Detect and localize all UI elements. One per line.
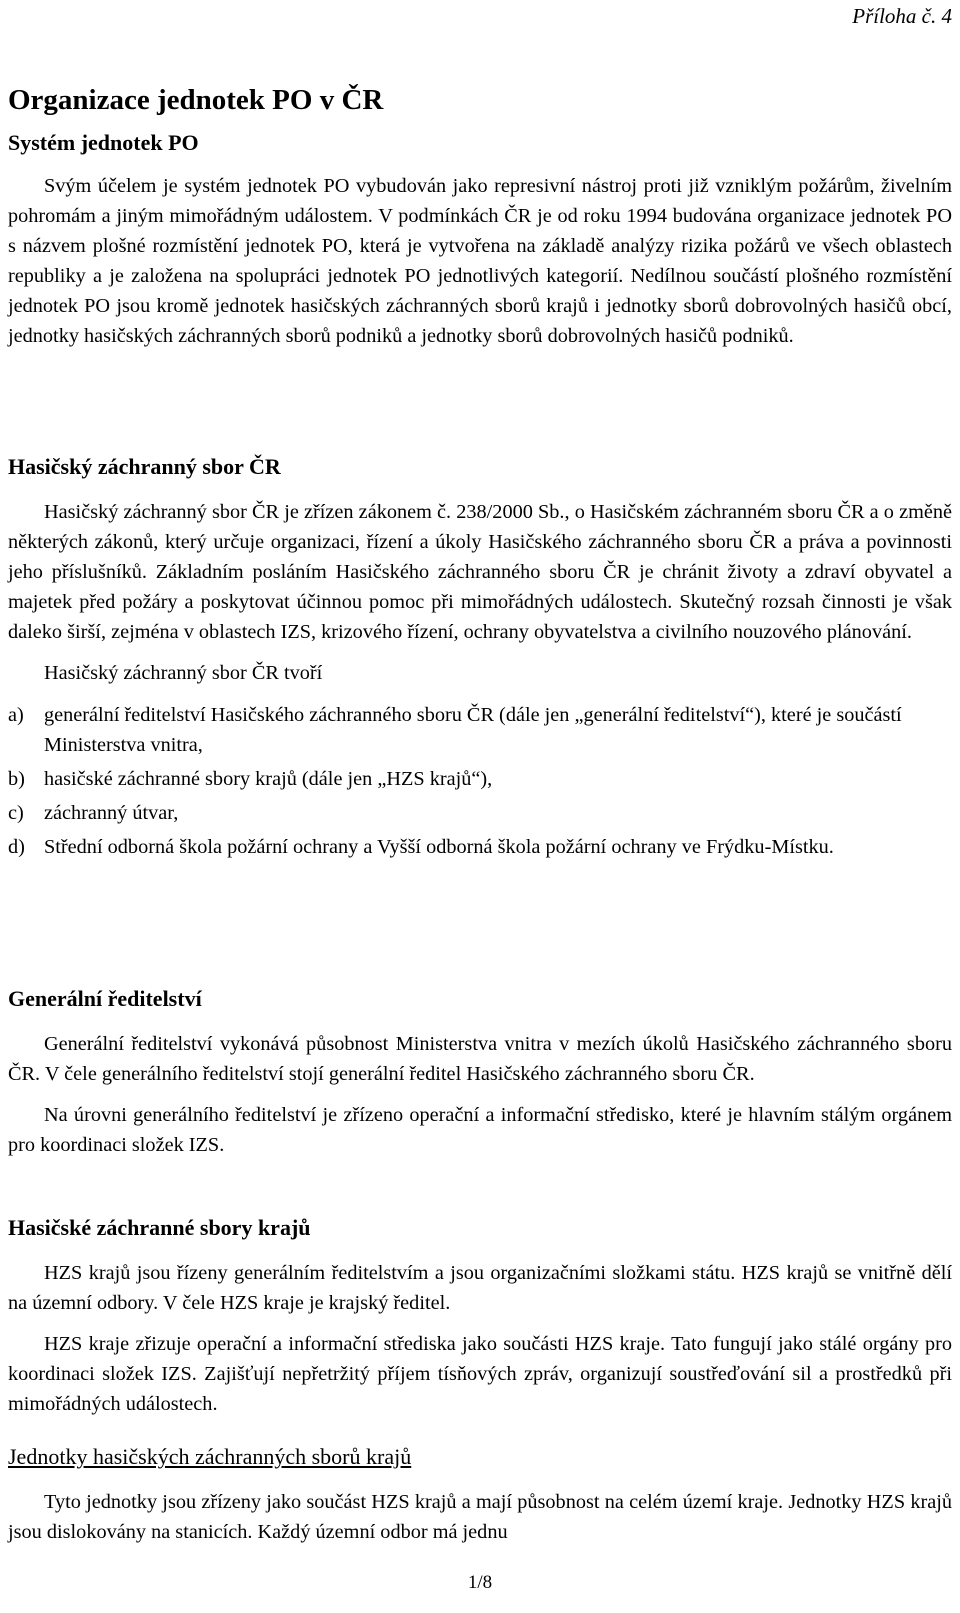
- section-system: [8, 128, 952, 351]
- paragraph-hzs-kraju-1: HZS krajů jsou řízeny generálním ředitelstvím a jsou organizačními složkami státu. HZS krajů se vnitřně dělí na územní odbory. V čele HZS kraje je krajský ředitel.: [8, 1262, 952, 1314]
- paragraph-gr-2: Na úrovni generálního ředitelství je zřízeno operační a informační středisko, které je hlavním stálým orgánem pro koordinaci složek IZS.: [8, 1104, 952, 1156]
- list-marker: d): [8, 836, 25, 858]
- paragraph-hzs-1: Hasičský záchranný sbor ČR je zřízen zákonem č. 238/2000 Sb., o Hasičském záchranném sboru ČR a o změně některých zákonů, který určuje organizaci, řízení a úkoly Hasičského záchranného sboru ČR a práva a povinnosti jeho příslušníků. Základním posláním Hasičského záchranného sboru ČR je chránit životy a zdraví obyvatel a majetek před požáry a poskytovat účinnou pomoc při mimořádných událostech. Skutečný rozsah činnosti je však daleko širší, zejména v oblastech IZS, krizového řízení, ochrany obyvatelstva a civilního nouzového plánování.: [8, 501, 952, 643]
- list-item: [8, 764, 952, 794]
- document-page: [8, 0, 952, 1613]
- paragraph-hzs-kraju-2: HZS kraje zřizuje operační a informační střediska jako součásti HZS kraje. Tato fungují jako stálé orgány pro koordinaci složek IZS. Zajišťují nepřetržitý příjem tísňových zpráv, organizují soustřeďování sil a prostředků při mimořádných událostech.: [8, 1333, 952, 1415]
- paragraph-hzs-2: Hasičský záchranný sbor ČR tvoří: [44, 662, 323, 684]
- section-heading-hzs: Hasičský záchranný sbor ČR: [8, 454, 281, 479]
- list-item: [8, 798, 952, 828]
- list-item-text: Střední odborná škola požární ochrany a Vyšší odborná škola požární ochrany ve Frýdku-Místku.: [44, 836, 834, 858]
- list-marker: a): [8, 704, 24, 726]
- section-heading-system: Systém jednotek PO: [8, 130, 199, 155]
- list-marker: b): [8, 768, 25, 790]
- paragraph-system: Svým účelem je systém jednotek PO vybudován jako represivní nástroj proti již vzniklým požárům, živelním pohromám a jiným mimořádným událostem. V podmínkách ČR je od roku 1994 budována organizace jednotek PO s názvem plošné rozmístění jednotek PO, která je vytvořena na základě analýzy rizika požárů ve všech oblastech republiky a je založena na spolupráci jednotek PO jednotlivých kategorií. Nedílnou součástí plošného rozmístění jednotek PO jsou kromě jednotek hasičských záchranných sborů krajů i jednotky sborů dobrovolných hasičů obcí, jednotky hasičských záchranných sborů podniků a jednotky sborů dobrovolných hasičů podniků.: [8, 175, 952, 347]
- section-heading-hzs-kraju: Hasičské záchranné sbory krajů: [8, 1215, 311, 1240]
- list-item-text: generální ředitelství Hasičského záchranného sboru ČR (dále jen „generální ředitelství“), které je součástí Ministerstva vnitra,: [44, 704, 902, 756]
- list-item-text: záchranný útvar,: [44, 802, 179, 824]
- page-title: Organizace jednotek PO v ČR: [8, 84, 384, 116]
- list-marker: c): [8, 802, 24, 824]
- section-hzs-kraju: [8, 1213, 952, 1419]
- paragraph-jednotky-1: Tyto jednotky jsou zřízeny jako součást HZS krajů a mají působnost na celém území kraje. Jednotky HZS krajů jsou dislokovány na stanicích. Každý územní odbor má jednu: [8, 1491, 952, 1543]
- page-number: 1/8: [467, 1572, 493, 1593]
- list-item: [8, 832, 952, 862]
- paragraph-gr-1: Generální ředitelství vykonává působnost Ministerstva vnitra v mezích úkolů Hasičského záchranného sboru ČR. V čele generálního ředitelství stojí generální ředitel Hasičského záchranného sboru ČR.: [8, 1033, 952, 1085]
- section-generalni-reditelstvi: [8, 984, 952, 1160]
- section-hzs: [8, 452, 952, 866]
- appendix-label: Příloha č. 4: [852, 4, 952, 28]
- section-jednotky-hzs-kraju: [8, 1442, 952, 1547]
- section-heading-jednotky: Jednotky hasičských záchranných sborů krajů: [8, 1444, 412, 1469]
- list-item: [8, 700, 952, 760]
- hzs-composition-list: [8, 700, 952, 862]
- section-heading-generalni-reditelstvi: Generální ředitelství: [8, 986, 202, 1011]
- list-item-text: hasičské záchranné sbory krajů (dále jen „HZS krajů“),: [44, 768, 493, 790]
